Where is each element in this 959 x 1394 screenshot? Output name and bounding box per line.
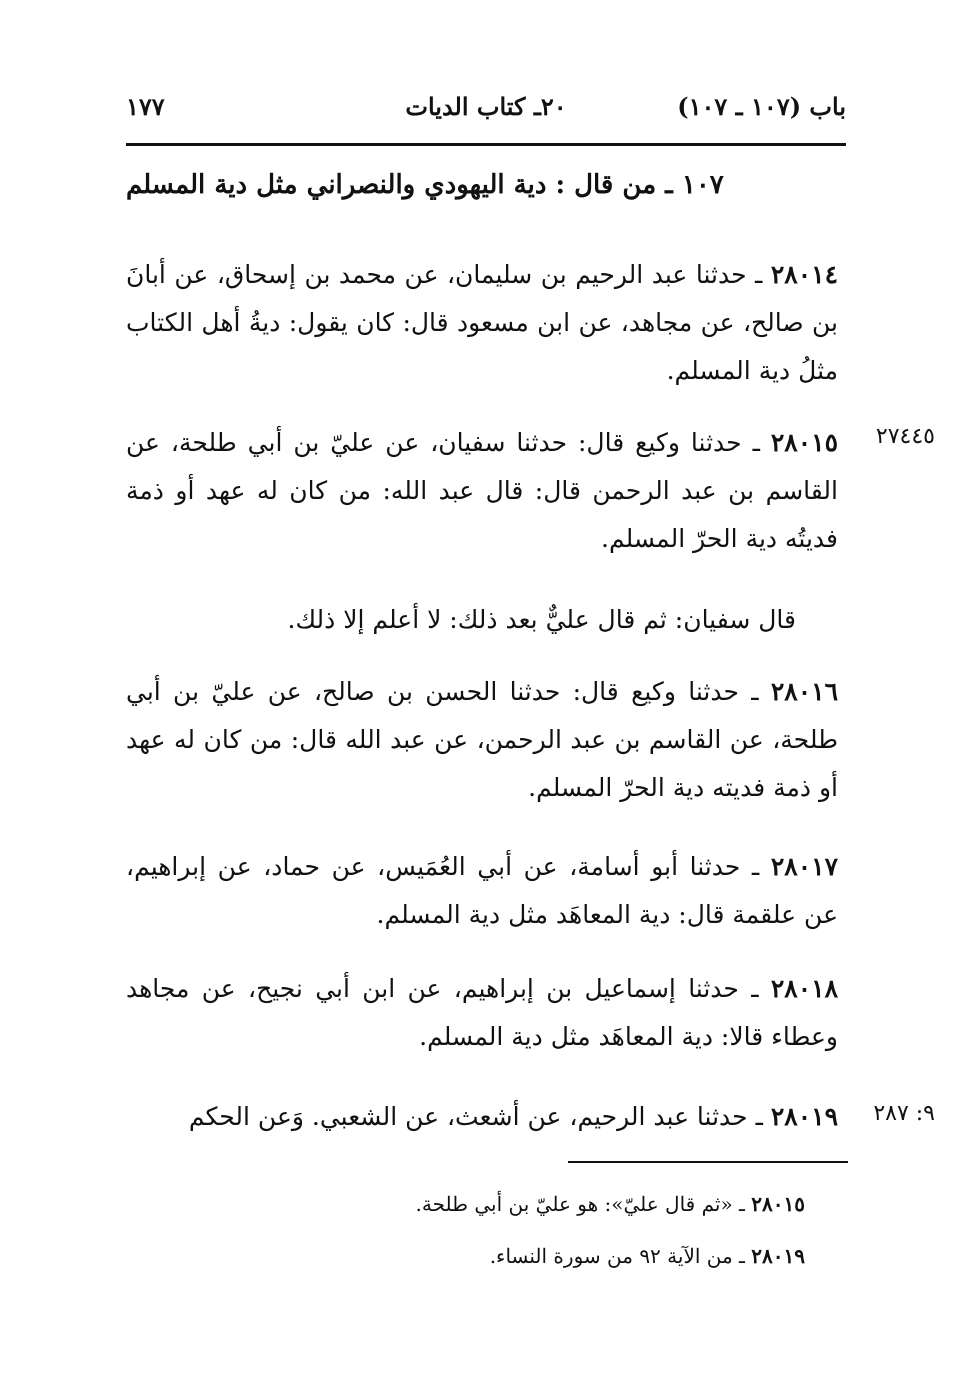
hadith-text: ـ حدثنا عبد الرحيم، عن أشعث، عن الشعبي. وَعن الحكم — [188, 1102, 771, 1131]
hadith-28016 — [126, 668, 838, 812]
hadith-number: ٢٨٠١٧ — [770, 852, 838, 881]
footnote-number: ٢٨٠١٥ — [751, 1192, 805, 1216]
footnote-28019 — [145, 1244, 805, 1268]
page-number: ١٧٧ — [126, 92, 165, 121]
hadith-text: ـ حدثنا أبو أسامة، عن أبي العُمَيس، عن حماد، عن إبراهيم، عن علقمة قال: دية المعاهَد مثل دية المسلم. — [126, 852, 838, 929]
hadith-text: ـ حدثنا إسماعيل بن إبراهيم، عن ابن أبي نجيح، عن مجاهد وعطاء قالا: دية المعاهَد مثل دية المسلم. — [126, 974, 838, 1051]
footnote-number: ٢٨٠١٩ — [751, 1244, 805, 1268]
book-title: ٢٠ـ كتاب الديات — [405, 92, 567, 121]
header-rule — [126, 143, 846, 146]
chapter-range: باب (١٠٧ ـ ١٠٧) — [677, 92, 846, 121]
hadith-note — [126, 596, 796, 644]
footnote-28015 — [145, 1192, 805, 1216]
footnote-text: ـ من الآية ٩٢ من سورة النساء. — [489, 1244, 752, 1268]
hadith-28019 — [126, 1093, 838, 1141]
hadith-number: ٢٨٠١٦ — [770, 677, 838, 706]
margin-reference: ٢٧٤٤٥ — [875, 424, 935, 449]
hadith-text: ـ حدثنا وكيع قال: حدثنا الحسن بن صالح، عن عليّ بن أبي طلحة، عن القاسم بن عبد الرحمن، عن عبد الله قال: من كان له عهد أو ذمة فديته دية الحرّ المسلم. — [126, 677, 838, 802]
hadith-28015 — [126, 419, 838, 563]
hadith-number: ٢٨٠١٨ — [770, 974, 838, 1003]
hadith-text: ـ حدثنا عبد الرحيم بن سليمان، عن محمد بن إسحاق، عن أبانَ بن صالح، عن مجاهد، عن ابن مسعود قال: كان يقول: ديةُ أهل الكتاب مثلُ دية المسلم. — [126, 260, 838, 385]
hadith-28014 — [126, 251, 838, 395]
hadith-number: ٢٨٠١٩ — [770, 1102, 838, 1131]
hadith-text: قال سفيان: ثم قال عليٌّ بعد ذلك: لا أعلم إلا ذلك. — [287, 605, 796, 634]
footnote-rule — [568, 1161, 848, 1163]
hadith-number: ٢٨٠١٤ — [770, 260, 838, 289]
hadith-28017 — [126, 843, 838, 939]
hadith-text: ـ حدثنا وكيع قال: حدثنا سفيان، عن عليّ بن أبي طلحة، عن القاسم بن عبد الرحمن قال: قال عبد الله: من كان له عهد أو ذمة فديتُه دية الحرّ المسلم. — [126, 428, 838, 553]
section-title: ١٠٧ ـ من قال : دية اليهودي والنصراني مثل دية المسلم — [126, 170, 724, 200]
hadith-number: ٢٨٠١٥ — [770, 428, 838, 457]
hadith-28018 — [126, 965, 838, 1061]
page-header — [126, 92, 846, 140]
footnote-text: ـ «ثم قال عليّ»: هو عليّ بن أبي طلحة. — [415, 1192, 752, 1216]
margin-reference: ٩: ٢٨٧ — [873, 1101, 935, 1126]
